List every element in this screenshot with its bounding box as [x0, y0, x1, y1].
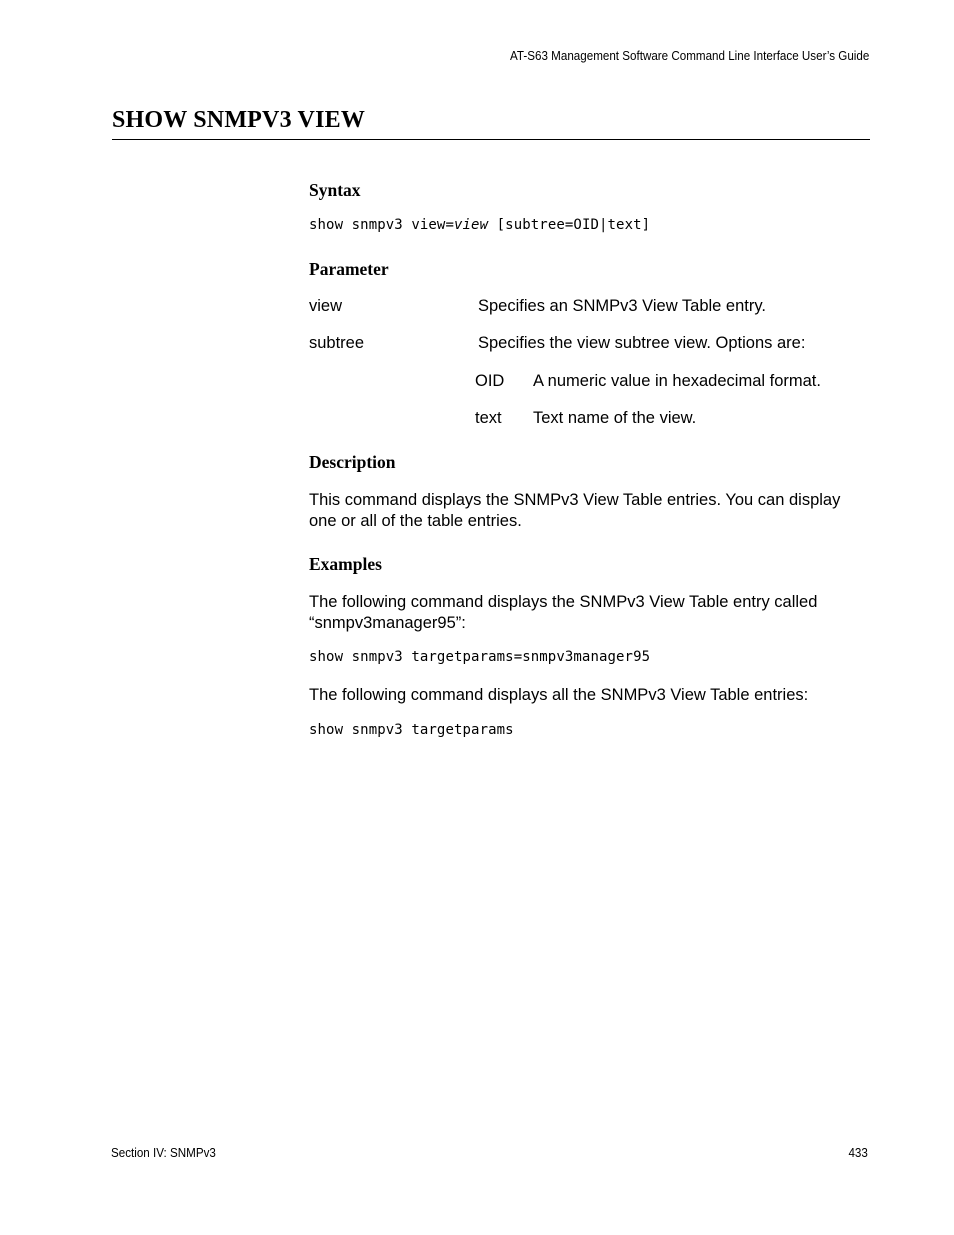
examples-heading: Examples: [309, 554, 382, 574]
parameter-description: Specifies an SNMPv3 View Table entry.: [478, 297, 766, 315]
syntax-command-prefix: show snmpv3 view=: [309, 217, 454, 233]
syntax-command-param: view: [454, 217, 489, 233]
parameter-heading: Parameter: [309, 259, 389, 279]
footer-section: Section IV: SNMPv3: [111, 1146, 216, 1160]
syntax-command-suffix: [subtree=OID|text]: [488, 217, 651, 233]
parameter-description: Specifies the view subtree view. Options are:: [478, 334, 806, 352]
page-number: 433: [848, 1146, 868, 1160]
running-header: AT-S63 Management Software Command Line Interface User’s Guide: [509, 49, 869, 63]
option-description: Text name of the view.: [533, 409, 697, 427]
parameter-name: view: [309, 297, 343, 315]
syntax-heading: Syntax: [309, 180, 361, 200]
option-name: OID: [475, 372, 505, 390]
parameter-name: subtree: [309, 334, 365, 352]
example-command-1: show snmpv3 targetparams=snmpv3manager95: [309, 649, 651, 665]
description-text: This command displays the SNMPv3 View Table entries. You can display one or all of the table entries.: [309, 491, 841, 530]
title-divider: [112, 139, 870, 140]
example-command-2: show snmpv3 targetparams: [309, 722, 514, 738]
description-heading: Description: [309, 452, 396, 472]
syntax-command: [309, 217, 650, 233]
example-intro-1: The following command displays the SNMPv3 View Table entry called “snmpv3manager95”:: [309, 593, 818, 632]
option-description: A numeric value in hexadecimal format.: [533, 372, 821, 390]
example-intro-2: The following command displays all the SNMPv3 View Table entries:: [309, 686, 809, 704]
page-title: SHOW SNMPV3 VIEW: [112, 107, 366, 133]
option-name: text: [475, 409, 502, 427]
